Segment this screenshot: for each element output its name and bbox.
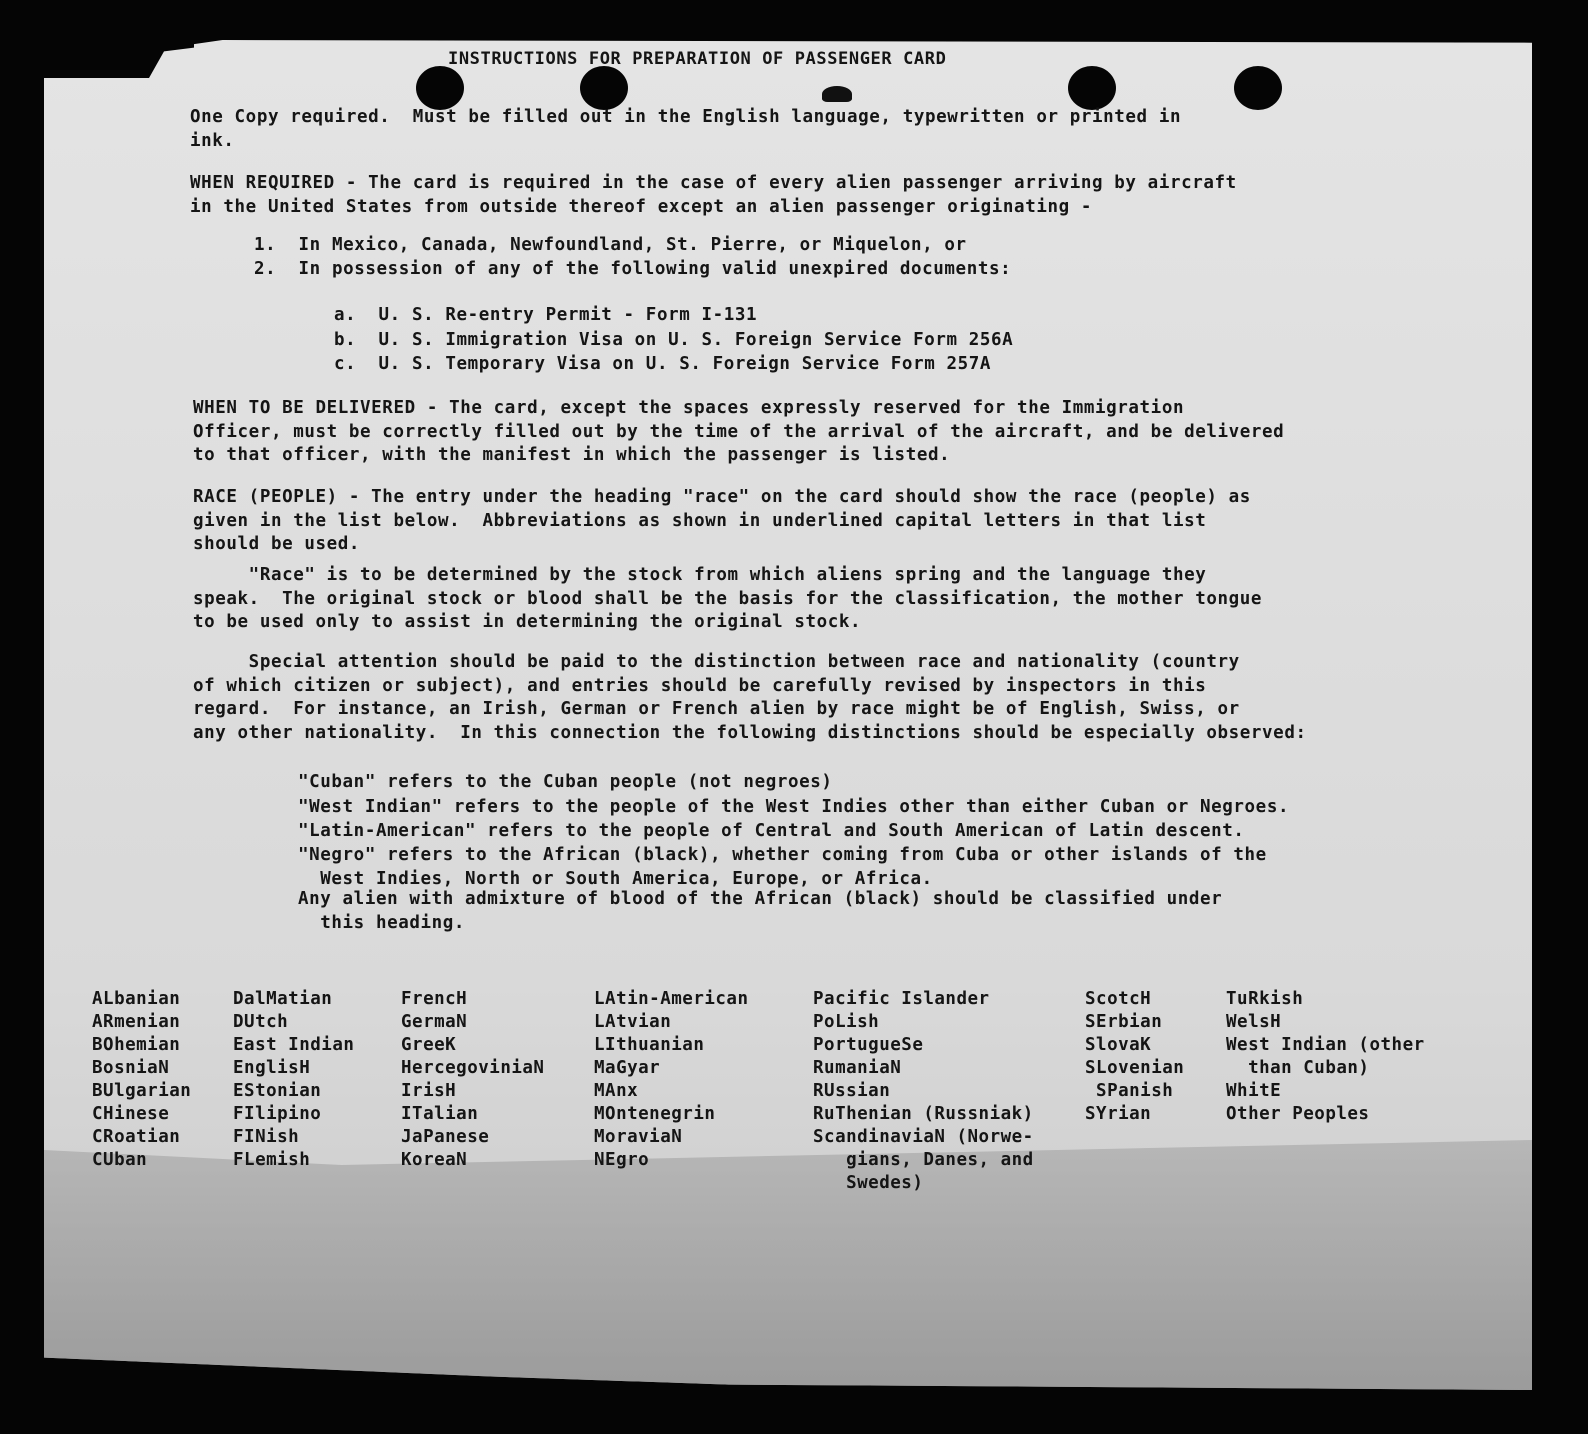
race-column-7 bbox=[1226, 988, 1425, 1126]
race-entry: EnglisH bbox=[233, 1058, 311, 1078]
race-people-paragraph: RACE (PEOPLE) - The entry under the heading "race" on the card should show the race (people) as given in the list below. Abbreviations as shown in underlined capital letters in that list should be used. bbox=[193, 487, 1251, 554]
race-entry: Other Peoples bbox=[1226, 1104, 1370, 1124]
intro-paragraph: One Copy required. Must be filled out in the English language, typewritten or printed in ink. bbox=[190, 107, 1182, 151]
race-entry: RUssian bbox=[813, 1081, 891, 1101]
paper-fold-shadow bbox=[44, 1140, 1532, 1390]
distinction-item: "Cuban" refers to the Cuban people (not negroes) bbox=[298, 772, 833, 792]
race-entry: HercegoviniaN bbox=[401, 1058, 545, 1078]
race-entry: FrencH bbox=[401, 989, 468, 1009]
race-entry: FIlipino bbox=[233, 1104, 322, 1124]
when-required-paragraph: WHEN REQUIRED - The card is required in the case of every alien passenger arriving by aircraft in the United States from outside thereof except an alien passenger originating - bbox=[190, 173, 1237, 217]
distinction-item: "Negro" refers to the African (black), whether coming from Cuba or other islands of the West Indies, North or South America, Europe, or Africa. bbox=[298, 845, 1267, 889]
race-entry: ScandinaviaN (Norwe- gians, Danes, and Swedes) bbox=[813, 1127, 1034, 1193]
punch-hole bbox=[1068, 66, 1116, 110]
document-item: a. U. S. Re-entry Permit - Form I-131 bbox=[334, 305, 758, 325]
race-entry: JaPanese bbox=[401, 1127, 490, 1147]
race-entry: ARmenian bbox=[92, 1012, 181, 1032]
race-entry: GreeK bbox=[401, 1035, 457, 1055]
race-column-2 bbox=[233, 988, 354, 1172]
race-column-4 bbox=[594, 988, 749, 1172]
race-column-6 bbox=[1085, 988, 1184, 1126]
race-entry: WelsH bbox=[1226, 1012, 1282, 1032]
race-entry: MaGyar bbox=[594, 1058, 661, 1078]
race-entry: WhitE bbox=[1226, 1081, 1282, 1101]
exception-item: 1. In Mexico, Canada, Newfoundland, St. Pierre, or Miquelon, or bbox=[254, 235, 967, 255]
race-entry: MOntenegrin bbox=[594, 1104, 716, 1124]
race-entry: RumaniaN bbox=[813, 1058, 902, 1078]
distinction-item: Any alien with admixture of blood of the African (black) should be classified under this heading. bbox=[298, 889, 1223, 933]
race-entry: Pacific Islander bbox=[813, 989, 990, 1009]
race-entry: FLemish bbox=[233, 1150, 311, 1170]
race-entry: BosniaN bbox=[92, 1058, 170, 1078]
special-attention-paragraph: Special attention should be paid to the distinction between race and nationality (country of which citizen or subject), and entries should be carefully revised by inspectors in this regard. For instance, an Irish, German or French alien by race might be of English, Swiss, or any other nationality. In this connection the following distinctions should be especially observed: bbox=[193, 652, 1307, 743]
race-entry: SPanish bbox=[1085, 1081, 1174, 1101]
race-entry: PortugueSe bbox=[813, 1035, 924, 1055]
race-entry: ITalian bbox=[401, 1104, 479, 1124]
race-entry: MoraviaN bbox=[594, 1127, 683, 1147]
race-entry: SlovaK bbox=[1085, 1035, 1152, 1055]
punch-hole bbox=[1234, 66, 1282, 110]
race-entry: KoreaN bbox=[401, 1150, 468, 1170]
race-entry: West Indian (other than Cuban) bbox=[1226, 1035, 1425, 1078]
race-entry: LAtvian bbox=[594, 1012, 672, 1032]
race-entry: BUlgarian bbox=[92, 1081, 192, 1101]
page-title: INSTRUCTIONS FOR PREPARATION OF PASSENGER CARD bbox=[448, 49, 947, 69]
race-entry: MAnx bbox=[594, 1081, 639, 1101]
race-entry: SYrian bbox=[1085, 1104, 1152, 1124]
punch-hole bbox=[580, 66, 628, 110]
race-column-1 bbox=[92, 988, 191, 1172]
race-entry: GermaN bbox=[401, 1012, 468, 1032]
race-entry: EStonian bbox=[233, 1081, 322, 1101]
race-entry: NEgro bbox=[594, 1150, 650, 1170]
race-entry: RuThenian (Russniak) bbox=[813, 1104, 1034, 1124]
race-column-5 bbox=[813, 988, 1034, 1195]
when-delivered-paragraph: WHEN TO BE DELIVERED - The card, except the spaces expressly reserved for the Immigration Officer, must be correctly filled out by the time of the arrival of the aircraft, and be delivered to that officer, with the manifest in which the passenger is listed. bbox=[193, 398, 1285, 465]
exception-item: 2. In possession of any of the following valid unexpired documents: bbox=[254, 259, 1012, 279]
race-entry: CUban bbox=[92, 1150, 148, 1170]
race-entry: East Indian bbox=[233, 1035, 355, 1055]
race-entry: IrisH bbox=[401, 1081, 457, 1101]
race-entry: CHinese bbox=[92, 1104, 170, 1124]
distinction-item: "West Indian" refers to the people of the West Indies other than either Cuban or Negroes. bbox=[298, 797, 1290, 817]
race-entry: FINish bbox=[233, 1127, 300, 1147]
document-item: c. U. S. Temporary Visa on U. S. Foreign Service Form 257A bbox=[334, 354, 992, 374]
race-entry: LIthuanian bbox=[594, 1035, 705, 1055]
race-entry: ScotcH bbox=[1085, 989, 1152, 1009]
distinction-item: "Latin-American" refers to the people of Central and South American of Latin descent. bbox=[298, 821, 1245, 841]
race-entry: BOhemian bbox=[92, 1035, 181, 1055]
race-stock-paragraph: "Race" is to be determined by the stock from which aliens spring and the language they speak. The original stock or blood shall be the basis for the classification, the mother tongue to be used only to assist in determining the original stock. bbox=[193, 565, 1263, 632]
punch-hole bbox=[416, 66, 464, 110]
race-entry: DalMatian bbox=[233, 989, 333, 1009]
race-entry: TuRkish bbox=[1226, 989, 1304, 1009]
race-entry: DUtch bbox=[233, 1012, 289, 1032]
ink-blot bbox=[822, 86, 852, 102]
race-entry: SLovenian bbox=[1085, 1058, 1185, 1078]
document-item: b. U. S. Immigration Visa on U. S. Foreign Service Form 256A bbox=[334, 330, 1014, 350]
race-entry: PoLish bbox=[813, 1012, 880, 1032]
race-column-3 bbox=[401, 988, 544, 1172]
race-entry: CRoatian bbox=[92, 1127, 181, 1147]
race-entry: SErbian bbox=[1085, 1012, 1163, 1032]
race-entry: LAtin-American bbox=[594, 989, 749, 1009]
race-entry: ALbanian bbox=[92, 989, 181, 1009]
